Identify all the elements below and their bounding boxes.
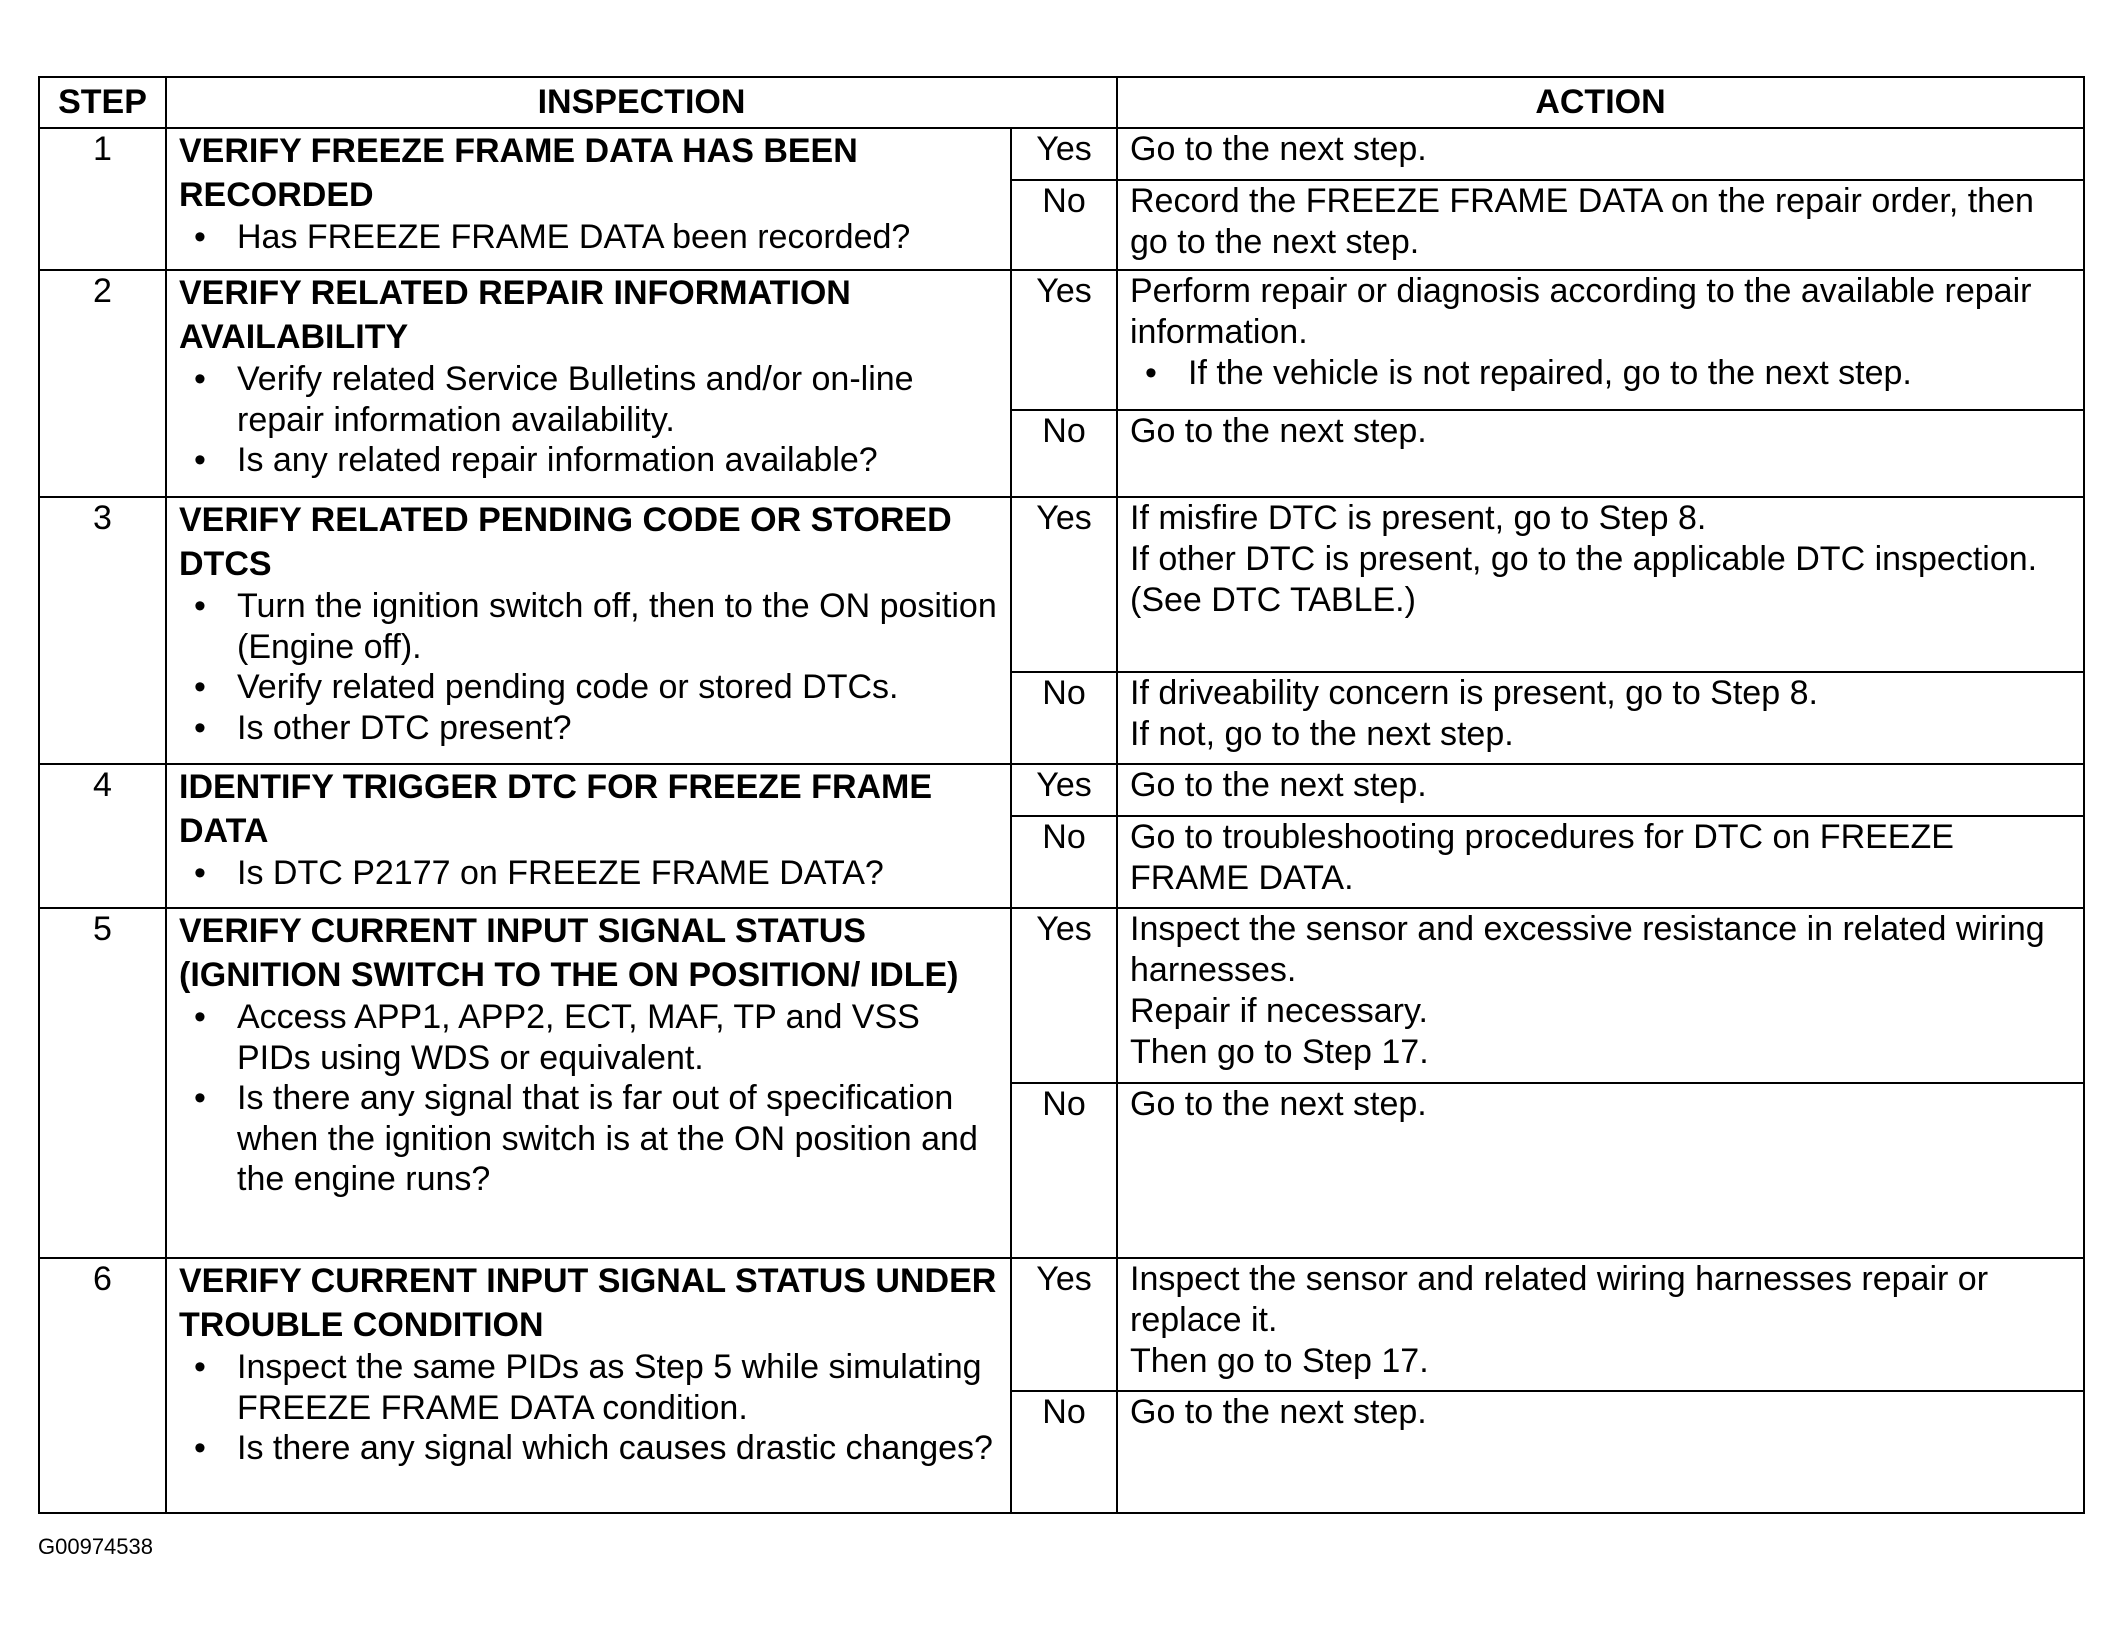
step-number: 3 <box>39 497 166 764</box>
inspection-title: IDENTIFY TRIGGER DTC FOR FREEZE FRAME DATA <box>179 768 933 850</box>
inspection-bullets <box>179 997 998 1200</box>
inspection-bullets <box>179 217 998 258</box>
inspection-bullet: • Is there any signal which causes drastic changes? <box>179 1428 998 1469</box>
no-action <box>1117 672 2084 764</box>
action-bullets <box>1130 353 2071 394</box>
table-body <box>39 128 2084 1513</box>
yes-label: Yes <box>1011 497 1117 672</box>
inspection-bullet: • Is other DTC present? <box>179 708 998 749</box>
inspection-bullets <box>179 586 998 748</box>
yes-action <box>1117 764 2084 816</box>
action-line: Go to the next step. <box>1130 1393 1427 1431</box>
no-label: No <box>1011 816 1117 908</box>
action-line: Inspect the sensor and excessive resistance in related wiring harnesses. <box>1130 910 2045 989</box>
action-line: Go to troubleshooting procedures for DTC on FREEZE FRAME DATA. <box>1130 818 1954 897</box>
inspection-title: VERIFY RELATED REPAIR INFORMATION AVAILABILITY <box>179 274 851 356</box>
step-number: 5 <box>39 908 166 1258</box>
action-line: Go to the next step. <box>1130 130 1427 168</box>
action-line: Then go to Step 17. <box>1130 1033 1429 1071</box>
table-row <box>39 128 2084 180</box>
action-line: If driveability concern is present, go to Step 8. <box>1130 674 1818 712</box>
no-label: No <box>1011 672 1117 764</box>
inspection-bullet: • Access APP1, APP2, ECT, MAF, TP and VSS PIDs using WDS or equivalent. <box>179 997 998 1078</box>
inspection-bullet: • Turn the ignition switch off, then to the ON position (Engine off). <box>179 586 998 667</box>
step-number: 2 <box>39 270 166 497</box>
no-action <box>1117 1391 2084 1513</box>
action-line: If misfire DTC is present, go to Step 8. <box>1130 499 1707 537</box>
inspection-bullet: • Has FREEZE FRAME DATA been recorded? <box>179 217 998 258</box>
table-row <box>39 497 2084 672</box>
action-line: If not, go to the next step. <box>1130 715 1514 753</box>
no-label: No <box>1011 1083 1117 1258</box>
yes-action <box>1117 497 2084 672</box>
action-line: Then go to Step 17. <box>1130 1342 1429 1380</box>
no-action <box>1117 410 2084 497</box>
table-row <box>39 908 2084 1083</box>
yes-label: Yes <box>1011 128 1117 180</box>
action-line: If other DTC is present, go to the applicable DTC inspection. <box>1130 540 2038 578</box>
no-action <box>1117 1083 2084 1258</box>
inspection-bullets <box>179 853 998 894</box>
header-action: ACTION <box>1117 77 2084 128</box>
header-inspection: INSPECTION <box>166 77 1117 128</box>
inspection-bullet: • Is any related repair information available? <box>179 440 998 481</box>
step-number: 1 <box>39 128 166 270</box>
inspection-bullets <box>179 359 998 481</box>
action-line: Record the FREEZE FRAME DATA on the repair order, then go to the next step. <box>1130 182 2034 261</box>
inspection-bullet: • Verify related pending code or stored DTCs. <box>179 667 998 708</box>
action-line: Go to the next step. <box>1130 412 1427 450</box>
no-label: No <box>1011 410 1117 497</box>
no-action <box>1117 180 2084 270</box>
no-label: No <box>1011 1391 1117 1513</box>
table-row <box>39 270 2084 410</box>
inspection-bullet: • Inspect the same PIDs as Step 5 while simulating FREEZE FRAME DATA condition. <box>179 1347 998 1428</box>
yes-label: Yes <box>1011 270 1117 410</box>
no-label: No <box>1011 180 1117 270</box>
inspection-bullets <box>179 1347 998 1469</box>
yes-label: Yes <box>1011 764 1117 816</box>
inspection-cell <box>166 908 1011 1258</box>
inspection-cell <box>166 497 1011 764</box>
action-line: Repair if necessary. <box>1130 992 1428 1030</box>
inspection-bullet: • Verify related Service Bulletins and/or on-line repair information availability. <box>179 359 998 440</box>
yes-action <box>1117 128 2084 180</box>
inspection-title: VERIFY FREEZE FRAME DATA HAS BEEN RECORDED <box>179 132 858 214</box>
inspection-cell <box>166 1258 1011 1513</box>
diagnostic-procedure-table <box>38 76 2085 1514</box>
action-line: Go to the next step. <box>1130 766 1427 804</box>
no-action <box>1117 816 2084 908</box>
action-bullet: • If the vehicle is not repaired, go to the next step. <box>1130 353 2071 394</box>
inspection-cell <box>166 764 1011 908</box>
inspection-bullet: • Is DTC P2177 on FREEZE FRAME DATA? <box>179 853 998 894</box>
header-step: STEP <box>39 77 166 128</box>
inspection-title: VERIFY CURRENT INPUT SIGNAL STATUS UNDER TROUBLE CONDITION <box>179 1262 997 1344</box>
figure-code: G00974538 <box>38 1534 153 1559</box>
inspection-cell <box>166 270 1011 497</box>
action-line: Go to the next step. <box>1130 1085 1427 1123</box>
table-row <box>39 1258 2084 1391</box>
inspection-bullet: • Is there any signal that is far out of specification when the ignition switch is at the ON position and the engine runs? <box>179 1078 998 1200</box>
yes-action <box>1117 908 2084 1083</box>
inspection-cell <box>166 128 1011 270</box>
step-number: 6 <box>39 1258 166 1513</box>
yes-label: Yes <box>1011 1258 1117 1391</box>
yes-label: Yes <box>1011 908 1117 1083</box>
yes-action <box>1117 270 2084 410</box>
action-line: Perform repair or diagnosis according to the available repair information. <box>1130 272 2032 351</box>
action-line: Inspect the sensor and related wiring harnesses repair or replace it. <box>1130 1260 1989 1339</box>
yes-action <box>1117 1258 2084 1391</box>
inspection-title: VERIFY CURRENT INPUT SIGNAL STATUS (IGNITION SWITCH TO THE ON POSITION/ IDLE) <box>179 912 959 994</box>
action-line: (See DTC TABLE.) <box>1130 581 1416 619</box>
table-header-row <box>39 77 2084 128</box>
inspection-title: VERIFY RELATED PENDING CODE OR STORED DTCS <box>179 501 952 583</box>
table-row <box>39 764 2084 816</box>
step-number: 4 <box>39 764 166 908</box>
